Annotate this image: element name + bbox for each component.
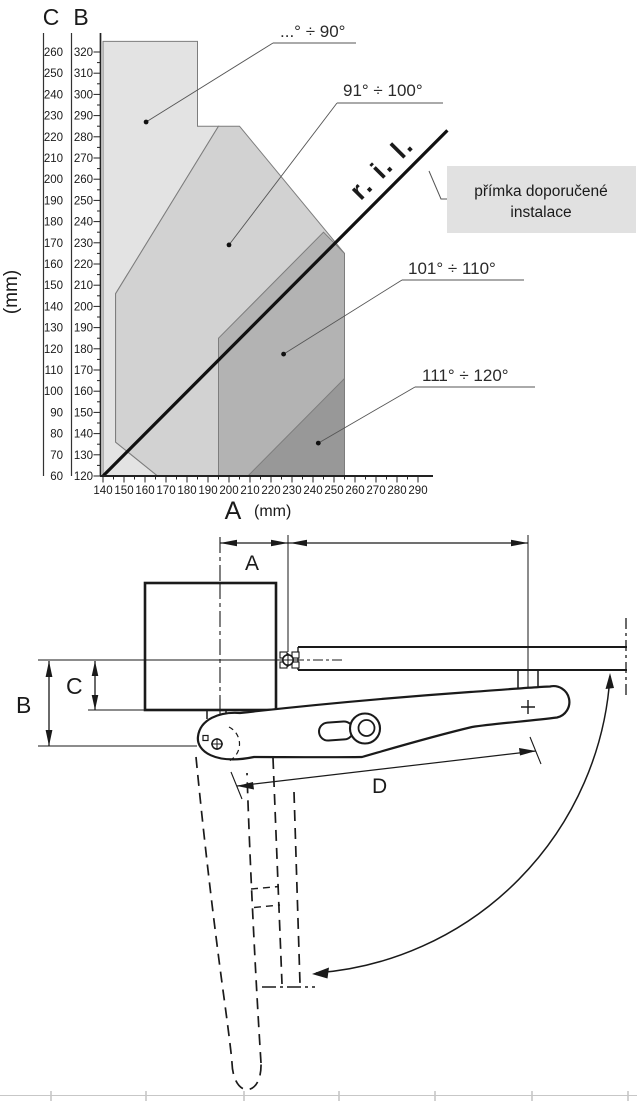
dim-b-arrow-bottom bbox=[46, 730, 53, 746]
x-axis-title: A bbox=[224, 497, 242, 525]
col-header-b: B bbox=[73, 4, 89, 30]
swing-arc-arrow-top bbox=[606, 673, 615, 689]
c-tick-label: 60 bbox=[50, 471, 63, 483]
dim-c-arrow-bottom bbox=[92, 695, 99, 710]
b-tick-label: 200 bbox=[73, 301, 93, 314]
b-tick-label: 240 bbox=[73, 216, 93, 229]
b-tick-label: 180 bbox=[73, 343, 93, 356]
callout-line2: instalace bbox=[510, 204, 572, 221]
arm-slot bbox=[318, 721, 353, 741]
x-axis-units: (mm) bbox=[254, 503, 292, 520]
dim-d-label: D bbox=[372, 775, 388, 798]
b-tick-label: 310 bbox=[73, 68, 93, 81]
page-bottom-marks bbox=[0, 1091, 637, 1101]
a-tick-label: 200 bbox=[219, 485, 239, 497]
a-tick-label: 220 bbox=[261, 485, 281, 497]
a-tick-label: 180 bbox=[177, 485, 197, 497]
dim-long-arrow-left bbox=[290, 540, 307, 546]
dim-c-arrow-top bbox=[92, 661, 99, 676]
region-label-110: 101° ÷ 110° bbox=[408, 259, 496, 278]
callout-line1: přímka doporučené bbox=[474, 183, 608, 200]
c-tick-label: 160 bbox=[43, 259, 63, 271]
b-tick-label: 190 bbox=[73, 322, 93, 335]
region-label-100: 91° ÷ 100° bbox=[343, 81, 423, 100]
dim-d-arrow-left bbox=[237, 782, 254, 790]
b-tick-label: 260 bbox=[73, 174, 93, 187]
b-tick-label: 130 bbox=[73, 449, 93, 462]
dim-b-arrow-top bbox=[46, 661, 53, 677]
region-label-90: ...° ÷ 90° bbox=[280, 22, 346, 41]
b-tick-label: 150 bbox=[73, 407, 93, 420]
b-tick-label: 290 bbox=[73, 110, 93, 123]
c-tick-label: 250 bbox=[43, 68, 63, 81]
dim-c-label: C bbox=[66, 673, 83, 699]
dim-a-arrow-left bbox=[220, 540, 237, 546]
a-tick-label: 170 bbox=[156, 485, 176, 497]
b-tick-label: 270 bbox=[73, 153, 93, 165]
a-tick-label: 280 bbox=[387, 485, 407, 497]
b-tick-label: 170 bbox=[73, 365, 93, 377]
c-tick-label: 170 bbox=[43, 237, 63, 250]
a-tick-label: 140 bbox=[93, 485, 113, 497]
open-gate-dashed-outline bbox=[196, 757, 300, 1090]
c-tick-label: 230 bbox=[43, 110, 63, 123]
c-tick-label: 150 bbox=[43, 280, 63, 293]
b-tick-label: 250 bbox=[73, 195, 93, 208]
a-tick-label: 150 bbox=[114, 485, 134, 497]
c-tick-label: 260 bbox=[43, 47, 63, 59]
a-tick-label: 160 bbox=[135, 485, 155, 497]
c-tick-label: 120 bbox=[43, 343, 63, 356]
a-tick-label: 240 bbox=[303, 485, 323, 497]
dim-a-label: A bbox=[245, 552, 260, 575]
a-tick-label: 260 bbox=[345, 485, 365, 497]
b-tick-label: 280 bbox=[73, 131, 93, 144]
region-dot-4 bbox=[316, 441, 321, 446]
c-tick-label: 70 bbox=[50, 449, 63, 462]
callout-connector bbox=[429, 171, 447, 199]
c-tick-label: 180 bbox=[43, 216, 63, 229]
c-tick-label: 240 bbox=[43, 89, 63, 102]
c-tick-label: 200 bbox=[43, 174, 63, 187]
b-tick-label: 140 bbox=[73, 428, 93, 441]
c-tick-label: 100 bbox=[43, 386, 63, 399]
b-tick-label: 300 bbox=[73, 89, 93, 102]
b-tick-label: 160 bbox=[73, 386, 93, 399]
actuator-drawing bbox=[0, 535, 637, 1101]
c-tick-label: 220 bbox=[43, 131, 63, 144]
b-tick-label: 230 bbox=[73, 237, 93, 250]
col-header-c: C bbox=[42, 4, 60, 30]
y-axis-units: (mm) bbox=[1, 269, 22, 315]
region-dot-3 bbox=[281, 352, 286, 357]
region-dot-1 bbox=[144, 120, 149, 125]
arm-slot-hole bbox=[359, 720, 375, 736]
a-tick-label: 250 bbox=[324, 485, 344, 497]
region-dot-2 bbox=[227, 243, 232, 248]
c-tick-label: 110 bbox=[44, 365, 63, 377]
a-tick-label: 210 bbox=[240, 485, 260, 497]
a-tick-label: 290 bbox=[408, 485, 428, 497]
a-tick-label: 190 bbox=[198, 485, 218, 497]
b-tick-label: 320 bbox=[73, 47, 93, 59]
c-tick-label: 90 bbox=[50, 407, 63, 420]
region-label-120: 111° ÷ 120° bbox=[422, 366, 509, 385]
dim-a-arrow-right bbox=[271, 540, 288, 546]
c-tick-label: 130 bbox=[43, 322, 63, 335]
c-tick-label: 140 bbox=[43, 301, 63, 314]
ril-line-label: r. i. l. bbox=[343, 129, 420, 206]
dim-b-label: B bbox=[16, 692, 32, 718]
c-tick-label: 190 bbox=[43, 195, 63, 208]
a-tick-label: 230 bbox=[282, 485, 302, 497]
gearmotor-box bbox=[145, 583, 276, 710]
c-tick-label: 80 bbox=[50, 428, 63, 441]
b-tick-label: 210 bbox=[73, 280, 93, 293]
swing-arc-arrow-bottom bbox=[312, 968, 329, 979]
dim-long-arrow-right bbox=[511, 540, 528, 546]
a-tick-label: 270 bbox=[366, 485, 386, 497]
c-tick-label: 210 bbox=[43, 153, 63, 165]
b-tick-label: 120 bbox=[73, 471, 93, 483]
b-tick-label: 220 bbox=[73, 259, 93, 271]
